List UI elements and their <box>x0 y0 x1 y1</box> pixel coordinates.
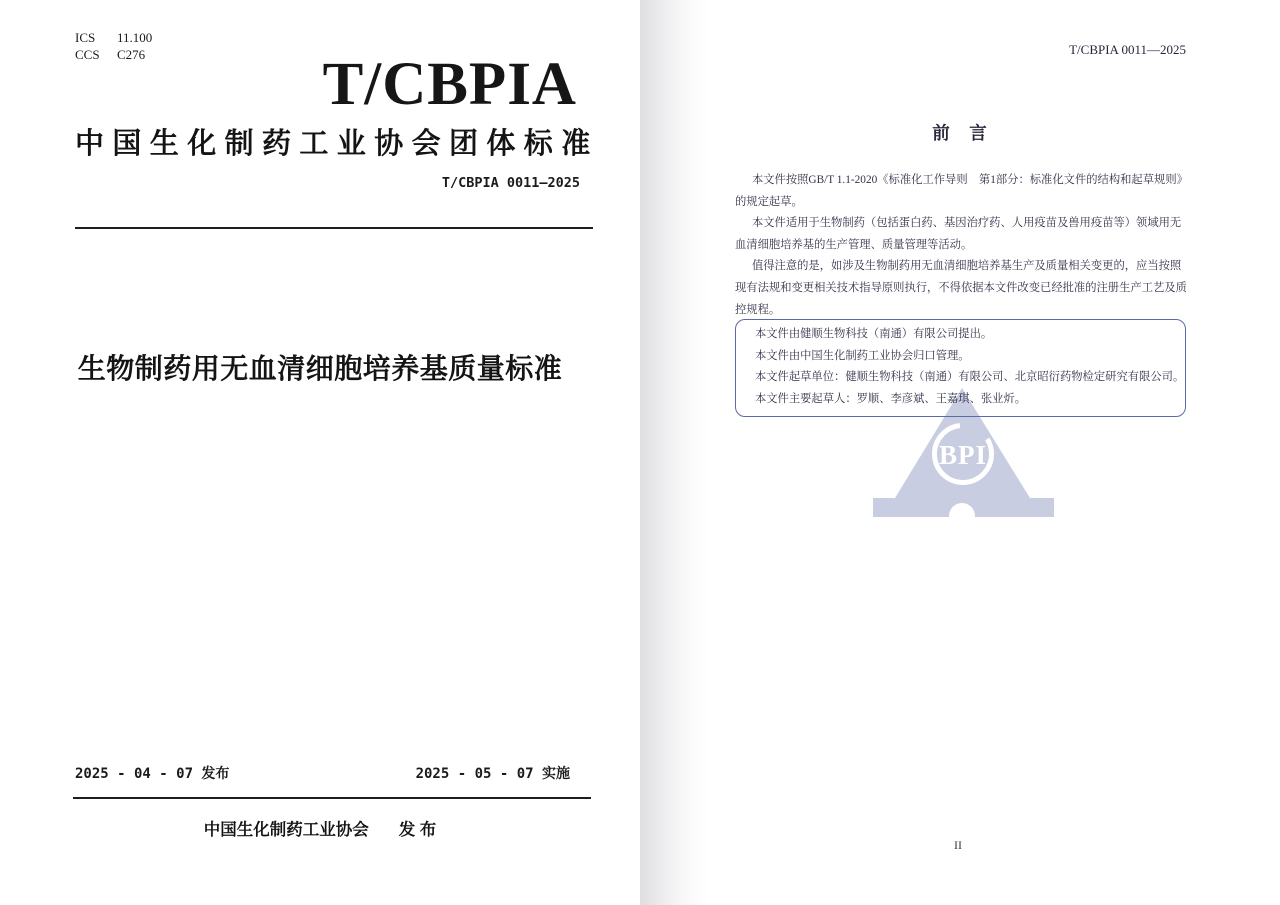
ccs-label: CCS <box>75 47 100 62</box>
page-number: II <box>954 838 962 852</box>
foreword-body <box>735 170 1201 321</box>
cover-doc-number: T/CBPIA 0011—2025 <box>441 175 580 191</box>
paragraph-line: 血清细胞培养基的生产管理、质量管理等活动。 <box>735 238 973 251</box>
foreword-heading: 前 言 <box>932 123 988 143</box>
paragraph-line: 值得注意的是，如涉及生物制药用无血清细胞培养基生产及质量相关变更的，应当按照 <box>751 260 1182 273</box>
classification-codes <box>75 29 152 63</box>
paragraph-line: 本文件适用于生物制药（包括蛋白药、基因治疗药、人用疫苗及兽用疫苗等）领域用无 <box>751 217 1182 230</box>
info-box-line: 本文件由健顺生物科技（南通）有限公司提出。 <box>754 328 993 340</box>
implementation-date: 2025 - 05 - 07 实施 <box>415 766 570 782</box>
info-box-line: 本文件由中国生化制药工业协会归口管理。 <box>754 349 970 362</box>
running-header-doc-number: T/CBPIA 0011—2025 <box>1069 42 1186 57</box>
ics-label: ICS <box>75 30 96 45</box>
cover-top-rule <box>75 227 593 229</box>
paragraph-line: 现有法规和变更相关技术指导原则执行，不得依据本文件改变已经批准的注册生产工艺及质 <box>735 281 1187 294</box>
ccs-code <box>75 46 152 63</box>
ics-value: 11.100 <box>117 30 153 45</box>
info-box-line: 本文件起草单位：健顺生物科技（南通）有限公司、北京昭衍药物检定研究有限公司。 <box>754 371 1185 384</box>
document-title: 生物制药用无血清细胞培养基质量标准 <box>77 353 563 384</box>
ccs-value: C276 <box>117 47 146 62</box>
ics-code <box>75 29 152 46</box>
association-standard-title: 中国生化制药工业协会团体标准 <box>75 128 599 160</box>
standard-body-logo: T/CBPIA <box>322 51 577 118</box>
drafting-info-box <box>735 319 1186 417</box>
paragraph-line: 本文件按照GB/T 1.1-2020《标准化工作导则 第1部分：标准化文件的结构和起草规则》 <box>751 174 1188 186</box>
paragraph-line: 的规定起草。 <box>735 195 803 208</box>
info-box-line: 本文件主要起草人：罗顺、李彦斌、王嘉琪、张业炘。 <box>754 392 1027 405</box>
cover-bottom-rule <box>73 797 591 799</box>
issue-date: 2025 - 04 - 07 发布 <box>75 766 230 782</box>
watermark-letters: BPI <box>938 440 988 470</box>
publisher-row <box>0 816 640 840</box>
paragraph-line: 控规程。 <box>735 303 781 316</box>
dates-row <box>75 763 570 783</box>
publish-label: 发 布 <box>398 821 437 839</box>
foreword-page <box>640 0 1280 905</box>
publisher-name: 中国生化制药工业协会 <box>203 821 369 839</box>
